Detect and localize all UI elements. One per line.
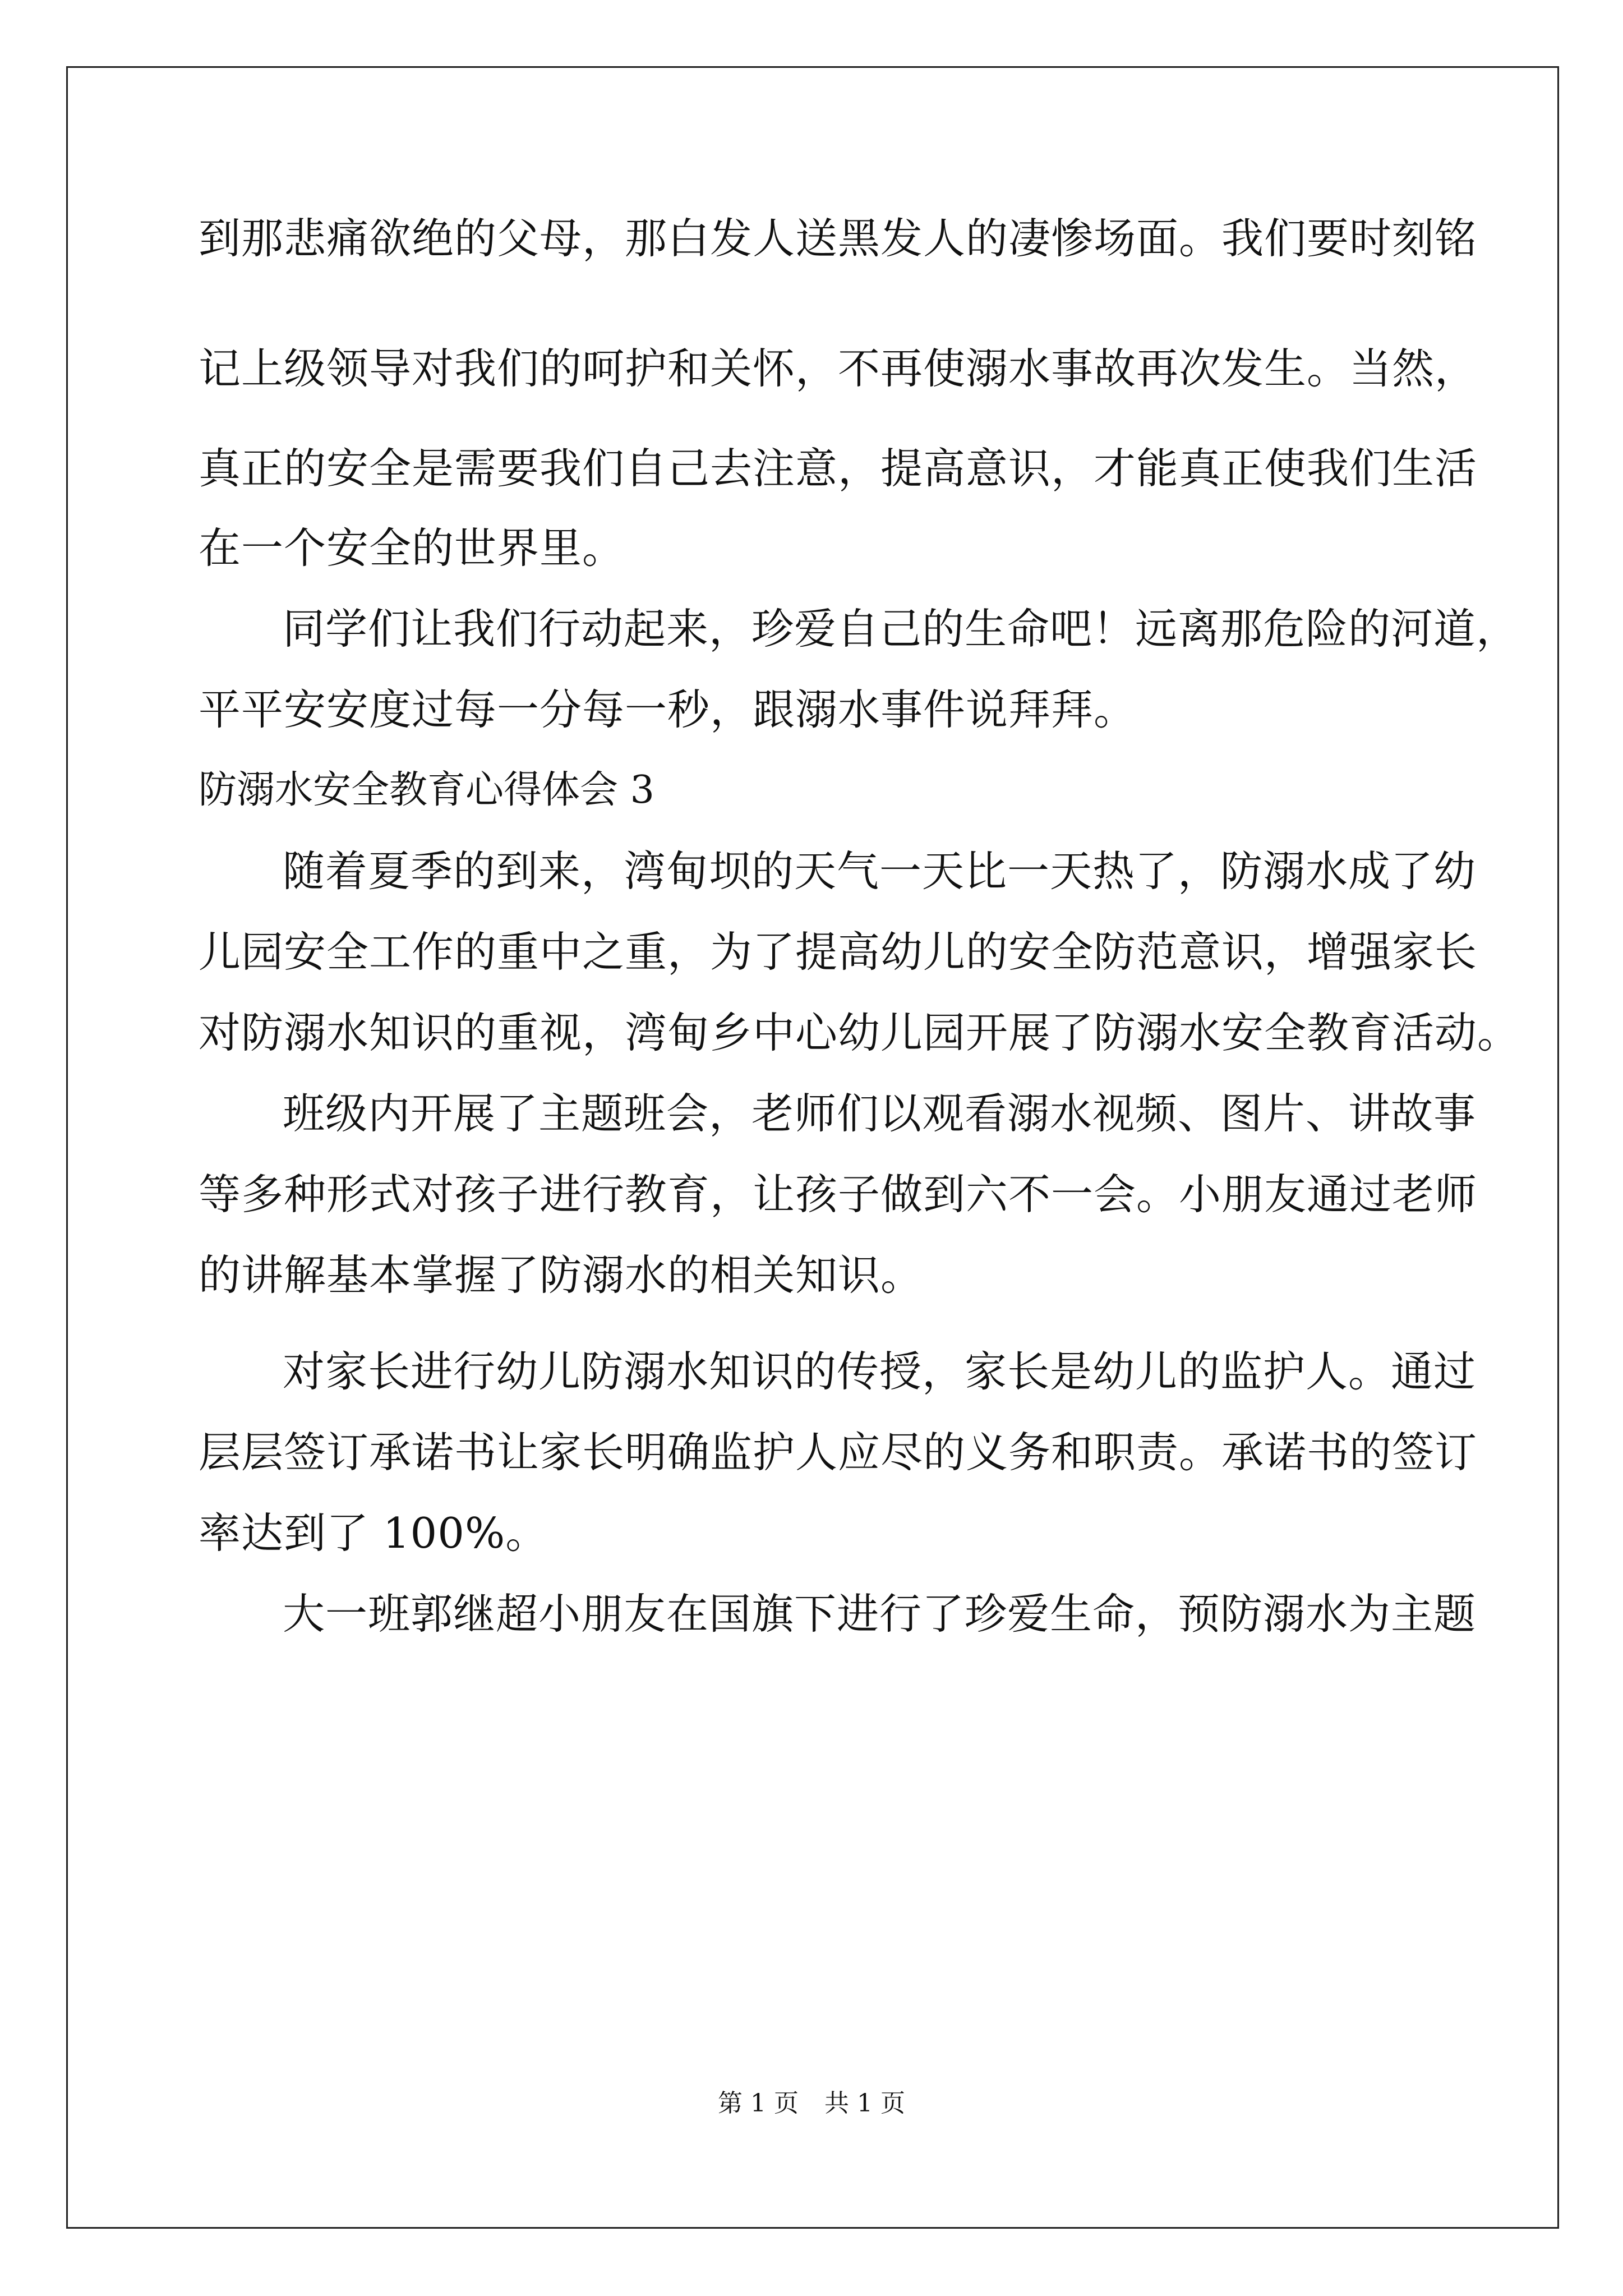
paragraph-line: 对家长进行幼儿防溺水知识的传授，家长是幼儿的监护人。通过 bbox=[283, 1347, 1477, 1396]
paragraph-line: 的讲解基本掌握了防溺水的相关知识。 bbox=[199, 1250, 924, 1300]
page-footer bbox=[0, 2087, 1623, 2120]
paragraph-line: 同学们让我们行动起来，珍爱自己的生命吧！远离那危险的河道， bbox=[283, 604, 1519, 654]
paragraph-line: 真正的安全是需要我们自己去注意，提高意识，才能真正使我们生活 bbox=[199, 444, 1478, 493]
paragraph-line: 率达到了 100%。 bbox=[199, 1508, 548, 1558]
page-number-total: 共 1 页 bbox=[824, 2089, 905, 2118]
paragraph-line: 层层签订承诺书让家长明确监护人应尽的义务和职责。承诺书的签订 bbox=[199, 1428, 1478, 1477]
paragraph-line: 随着夏季的到来，湾甸坝的天气一天比一天热了，防溺水成了幼 bbox=[283, 846, 1477, 896]
paragraph-line: 等多种形式对孩子进行教育，让孩子做到六不一会。小朋友通过老师 bbox=[199, 1170, 1478, 1219]
paragraph-line: 平平安安度过每一分每一秒，跟溺水事件说拜拜。 bbox=[199, 685, 1137, 734]
paragraph-line: 班级内开展了主题班会，老师们以观看溺水视频、图片、讲故事 bbox=[283, 1089, 1477, 1138]
paragraph-line: 对防溺水知识的重视，湾甸乡中心幼儿园开展了防溺水安全教育活动。 bbox=[199, 1008, 1520, 1057]
paragraph-line: 在一个安全的世界里。 bbox=[199, 523, 625, 573]
section-heading: 防溺水安全教育心得体会 3 bbox=[199, 768, 654, 812]
paragraph-line: 到那悲痛欲绝的父母，那白发人送黑发人的凄惨场面。我们要时刻铭 bbox=[199, 214, 1478, 263]
paragraph-line: 儿园安全工作的重中之重，为了提高幼儿的安全防范意识，增强家长 bbox=[199, 927, 1478, 977]
paragraph-line: 记上级领导对我们的呵护和关怀，不再使溺水事故再次发生。当然， bbox=[199, 344, 1478, 393]
page-number-current: 第 1 页 bbox=[718, 2089, 799, 2118]
paragraph-line: 大一班郭继超小朋友在国旗下进行了珍爱生命，预防溺水为主题 bbox=[283, 1589, 1477, 1639]
